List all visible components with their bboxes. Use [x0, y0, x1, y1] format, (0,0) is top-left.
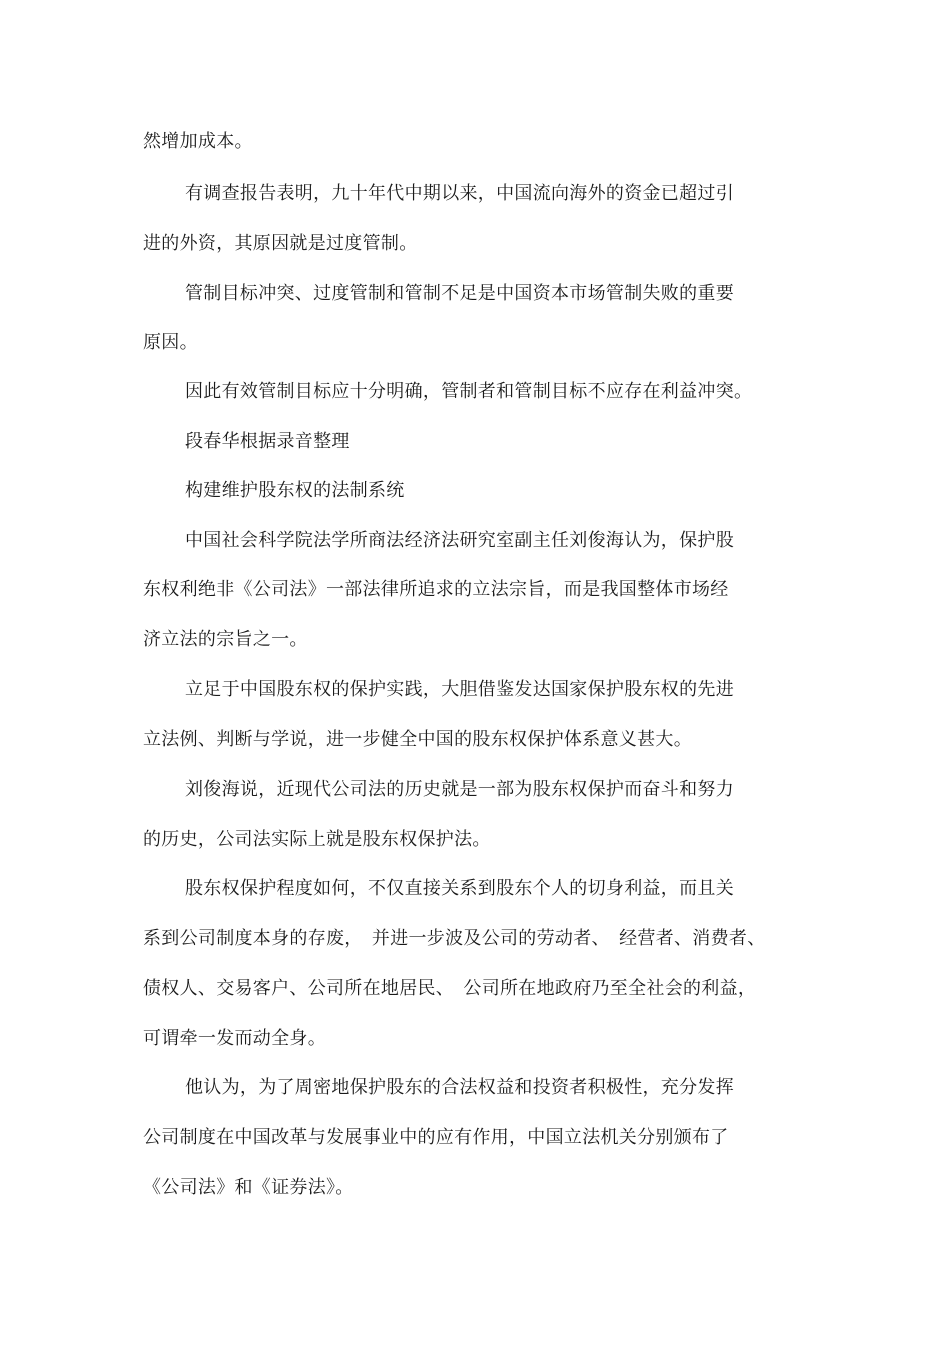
text-line: 系到公司制度本身的存废， 并进一步波及公司的劳动者、 经营者、消费者、 — [143, 928, 766, 949]
text-line: 的历史，公司法实际上就是股东权保护法。 — [143, 829, 491, 850]
text-line: 股东权保护程度如何，不仅直接关系到股东个人的切身利益，而且关 — [185, 878, 734, 899]
text-line: 进的外资，其原因就是过度管制。 — [143, 233, 418, 254]
text-line: 原因。 — [143, 332, 198, 353]
text-line: 立法例、判断与学说，进一步健全中国的股东权保护体系意义甚大。 — [143, 729, 692, 750]
text-line: 然增加成本。 — [143, 131, 253, 152]
text-line: 段春华根据录音整理 — [185, 431, 350, 452]
text-line: 中国社会科学院法学所商法经济法研究室副主任刘俊海认为，保护股 — [185, 530, 734, 551]
text-line: 可谓牵一发而动全身。 — [143, 1028, 326, 1049]
text-line: 《公司法》和《证券法》。 — [143, 1177, 354, 1198]
text-line: 立足于中国股东权的保护实践，大胆借鉴发达国家保护股东权的先进 — [185, 679, 734, 700]
text-line: 债权人、交易客户、公司所在地居民、 公司所在地政府乃至全社会的利益， — [143, 978, 757, 999]
text-line: 因此有效管制目标应十分明确，管制者和管制目标不应存在利益冲突。 — [185, 381, 753, 402]
text-line: 他认为，为了周密地保护股东的合法权益和投资者积极性，充分发挥 — [185, 1077, 734, 1098]
text-line: 刘俊海说，近现代公司法的历史就是一部为股东权保护而奋斗和努力 — [185, 779, 734, 800]
text-line: 有调查报告表明，九十年代中期以来，中国流向海外的资金已超过引 — [185, 183, 734, 204]
text-line: 东权利绝非《公司法》一部法律所追求的立法宗旨，而是我国整体市场经 — [143, 579, 729, 600]
text-line: 公司制度在中国改革与发展事业中的应有作用，中国立法机关分别颁布了 — [143, 1127, 729, 1148]
text-line: 济立法的宗旨之一。 — [143, 629, 308, 650]
text-line: 管制目标冲突、过度管制和管制不足是中国资本市场管制失败的重要 — [185, 283, 734, 304]
text-line: 构建维护股东权的法制系统 — [185, 480, 405, 501]
